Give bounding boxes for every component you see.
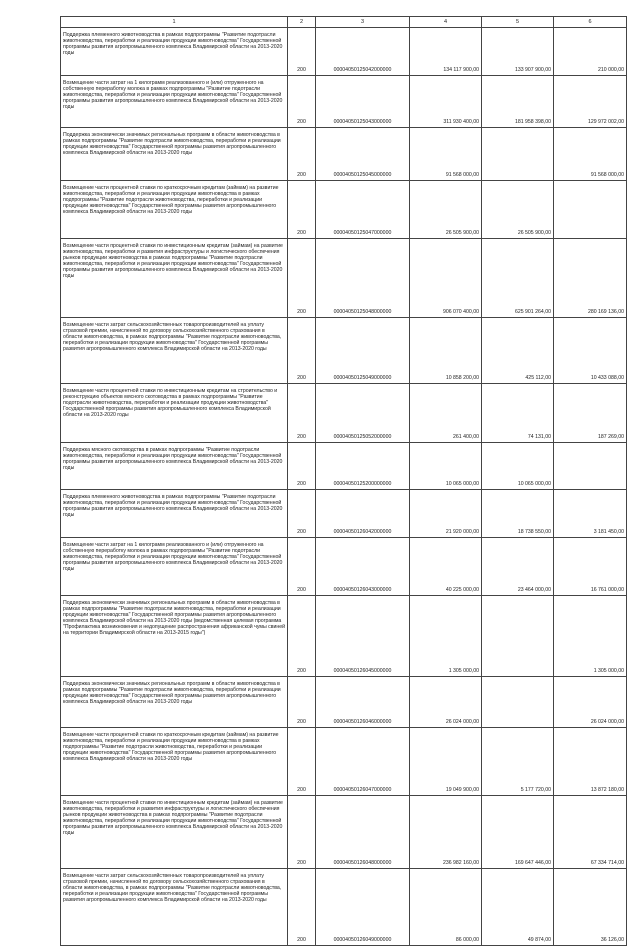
row-code: 00004050126048000000	[316, 796, 410, 869]
row-amount-regional: 13 872 180,00	[554, 728, 627, 796]
row-kvr: 200	[288, 181, 316, 239]
table-row	[61, 490, 627, 538]
row-code: 00004050125200000000	[316, 443, 410, 490]
budget-table-page	[60, 16, 626, 946]
table-row	[61, 76, 627, 128]
row-kvr: 200	[288, 239, 316, 318]
row-description: Возмещение части затрат сельскохозяйственных товаропроизводителей на уплату страховой премии, начисленной по договору сельскохозяйственного страхования в области животноводства, в рамках подпрограммы "Развитие подотрасли животноводства, переработки и реализации продукции животноводства" Государственной программы развития агропромышленного комплекса Владимирской области на 2013-2020 годы	[61, 869, 288, 946]
row-code: 00004050125043000000	[316, 76, 410, 128]
row-amount-regional: 280 169 136,00	[554, 239, 627, 318]
row-kvr: 200	[288, 538, 316, 596]
row-amount-federal: 169 647 446,00	[482, 796, 554, 869]
row-description: Поддержка мясного скотоводства в рамках подпрограммы "Развитие подотрасли животноводства, переработки и реализации продукции животноводства" Государственной программы развития агропромышленного комплекса Владимирской области на 2013-2020 годы	[61, 443, 288, 490]
row-amount-total: 26 505 900,00	[410, 181, 482, 239]
row-amount-regional: 210 000,00	[554, 28, 627, 76]
row-amount-regional: 187 269,00	[554, 384, 627, 443]
row-kvr: 200	[288, 677, 316, 728]
row-description: Поддержка племенного животноводства в рамках подпрограммы "Развитие подотрасли животноводства, переработки и реализации продукции животноводства" Государственной программы развития агропромышленного комплекса Владимирской области на 2013-2020 годы	[61, 28, 288, 76]
row-amount-total: 26 024 000,00	[410, 677, 482, 728]
row-amount-federal: 625 901 264,00	[482, 239, 554, 318]
row-amount-total: 10 065 000,00	[410, 443, 482, 490]
row-amount-regional: 129 972 002,00	[554, 76, 627, 128]
row-amount-regional: 26 024 000,00	[554, 677, 627, 728]
header-col-2: 2	[288, 17, 316, 28]
row-amount-federal: 5 177 720,00	[482, 728, 554, 796]
row-kvr: 200	[288, 596, 316, 677]
row-amount-regional: 67 334 714,00	[554, 796, 627, 869]
row-amount-regional: 1 305 000,00	[554, 596, 627, 677]
row-code: 00004050125042000000	[316, 28, 410, 76]
row-description: Возмещение части процентной ставки по инвестиционным кредитам на строительство и реконструкцию объектов мясного скотоводства в рамках подпрограммы "Развитие подотрасли животноводства, переработки и реализации продукции животноводства" Государственной программы развития агропромышленного комплекса Владимирской области на 2013-2020 годы	[61, 384, 288, 443]
table-row	[61, 596, 627, 677]
table-row	[61, 318, 627, 384]
row-amount-total: 236 982 160,00	[410, 796, 482, 869]
row-amount-federal: 23 464 000,00	[482, 538, 554, 596]
row-code: 00004050126043000000	[316, 538, 410, 596]
row-description: Возмещение части процентной ставки по краткосрочным кредитам (займам) на развитие животноводства, переработки и реализации продукции животноводства в рамках подпрограммы "Развитие подотрасли животноводства, переработки и реализации продукции животноводства" Государственной программы развития агропромышленного комплекса Владимирской области на 2013-2020 годы	[61, 181, 288, 239]
header-col-5: 5	[482, 17, 554, 28]
table-row	[61, 869, 627, 946]
row-amount-total: 1 305 000,00	[410, 596, 482, 677]
row-kvr: 200	[288, 384, 316, 443]
row-amount-federal: 49 874,00	[482, 869, 554, 946]
row-amount-federal	[482, 677, 554, 728]
table-row	[61, 677, 627, 728]
table-row	[61, 181, 627, 239]
row-amount-total: 906 070 400,00	[410, 239, 482, 318]
header-col-4: 4	[410, 17, 482, 28]
row-code: 00004050125047000000	[316, 181, 410, 239]
row-code: 00004050125052000000	[316, 384, 410, 443]
header-col-3: 3	[316, 17, 410, 28]
row-amount-federal	[482, 596, 554, 677]
row-kvr: 200	[288, 869, 316, 946]
row-kvr: 200	[288, 28, 316, 76]
table-row	[61, 239, 627, 318]
row-amount-total: 21 920 000,00	[410, 490, 482, 538]
row-amount-total: 311 930 400,00	[410, 76, 482, 128]
table-row	[61, 128, 627, 181]
row-amount-total: 261 400,00	[410, 384, 482, 443]
row-kvr: 200	[288, 443, 316, 490]
row-amount-regional: 16 761 000,00	[554, 538, 627, 596]
row-amount-federal	[482, 128, 554, 181]
row-amount-total: 40 225 000,00	[410, 538, 482, 596]
table-row	[61, 728, 627, 796]
row-code: 00004050125045000000	[316, 128, 410, 181]
row-kvr: 200	[288, 318, 316, 384]
row-code: 00004050126042000000	[316, 490, 410, 538]
row-description: Возмещение части затрат сельскохозяйственных товаропроизводителей на уплату страховой премии, начисленной по договору сельскохозяйственного страхования в области животноводства, в рамках подпрограммы "Развитие подотрасли животноводства, переработки и реализации продукции животноводства" Государственной программы развития агропромышленного комплекса Владимирской области на 2013-2020 годы	[61, 318, 288, 384]
row-amount-regional: 91 568 000,00	[554, 128, 627, 181]
table-row	[61, 796, 627, 869]
row-amount-federal: 133 907 900,00	[482, 28, 554, 76]
row-description: Поддержка экономически значимых региональных программ в области животноводства в рамках подпрограммы "Развитие подотрасли животноводства, переработки и реализации продукции животноводства" Государственной программы развития агропромышленного комплекса Владимирской области на 2013-2020 годы	[61, 128, 288, 181]
table-row	[61, 28, 627, 76]
row-amount-federal: 18 738 550,00	[482, 490, 554, 538]
row-code: 00004050126046000000	[316, 677, 410, 728]
table-row	[61, 443, 627, 490]
row-code: 00004050126047000000	[316, 728, 410, 796]
row-amount-total: 19 049 900,00	[410, 728, 482, 796]
row-description: Возмещение части процентной ставки по инвестиционным кредитам (займам) на развитие животноводства, переработки и развития инфраструктуры и логистического обеспечения рынков продукции животноводства в рамках подпрограммы "Развитие подотрасли животноводства, переработки и реализации продукции животноводства" Государственной программы развития агропромышленного комплекса Владимирской области на 2013-2020 годы	[61, 796, 288, 869]
row-amount-regional: 36 126,00	[554, 869, 627, 946]
header-col-6: 6	[554, 17, 627, 28]
table-row	[61, 384, 627, 443]
row-code: 00004050126045000000	[316, 596, 410, 677]
row-amount-regional	[554, 443, 627, 490]
row-kvr: 200	[288, 76, 316, 128]
row-kvr: 200	[288, 728, 316, 796]
row-amount-total: 10 858 200,00	[410, 318, 482, 384]
row-amount-regional: 3 181 450,00	[554, 490, 627, 538]
row-code: 00004050126049000000	[316, 869, 410, 946]
row-description: Поддержка экономически значимых региональных программ в области животноводства в рамках подпрограммы "Развитие подотрасли животноводства, переработки и реализации продукции животноводства" Государственной программы развития агропромышленного комплекса Владимирской области на 2013-2020 годы	[61, 677, 288, 728]
row-description: Возмещение части процентной ставки по инвестиционным кредитам (займам) на развитие животноводства, переработки и развития инфраструктуры и логистического обеспечения рынков продукции животноводства в рамках подпрограммы "Развитие подотрасли животноводства, переработки и реализации продукции животноводства" Государственной программы развития агропромышленного комплекса Владимирской области на 2013-2020 годы	[61, 239, 288, 318]
row-amount-federal: 26 505 900,00	[482, 181, 554, 239]
row-amount-regional	[554, 181, 627, 239]
budget-table	[60, 16, 627, 946]
table-row	[61, 538, 627, 596]
row-amount-total: 86 000,00	[410, 869, 482, 946]
row-description: Возмещение части процентной ставки по краткосрочным кредитам (займам) на развитие животноводства, переработки и реализации продукции животноводства в рамках подпрограммы "Развитие подотрасли животноводства, переработки и реализации продукции животноводства" Государственной программы развития агропромышленного комплекса Владимирской области на 2013-2020 годы	[61, 728, 288, 796]
header-col-1: 1	[61, 17, 288, 28]
row-amount-total: 91 568 000,00	[410, 128, 482, 181]
row-description: Возмещение части затрат на 1 килограмм реализованного и (или) отгруженного на собственную переработку молока в рамках подпрограммы "Развитие подотрасли животноводства, переработки и реализации продукции животноводства" Государственной программы развития агропромышленного комплекса Владимирской области на 2013-2020 годы	[61, 538, 288, 596]
row-amount-federal: 181 958 398,00	[482, 76, 554, 128]
row-description: Поддержка экономически значимых региональных программ в области животноводства в рамках подпрограммы "Развитие подотрасли животноводства, переработки и реализации продукции животноводства" Государственной программы развития агропромышленного комплекса Владимирской области на 2013-2020 годы (ведомственная целевая программа "Профилактика возникновения и недопущение распространения африканской чумы свиней на территории Владимирской области на 2013-2015 годы")	[61, 596, 288, 677]
row-kvr: 200	[288, 796, 316, 869]
row-description: Возмещение части затрат на 1 килограмм реализованного и (или) отгруженного на собственную переработку молока в рамках подпрограммы "Развитие подотрасли животноводства, переработки и реализации продукции животноводства" Государственной программы развития агропромышленного комплекса Владимирской области на 2013-2020 годы	[61, 76, 288, 128]
table-header-row	[61, 17, 627, 28]
row-amount-federal: 425 112,00	[482, 318, 554, 384]
row-amount-federal: 10 065 000,00	[482, 443, 554, 490]
row-kvr: 200	[288, 128, 316, 181]
row-code: 00004050125049000000	[316, 318, 410, 384]
row-description: Поддержка племенного животноводства в рамках подпрограммы "Развитие подотрасли животноводства, переработки и реализации продукции животноводства" Государственной программы развития агропромышленного комплекса Владимирской области на 2013-2020 годы	[61, 490, 288, 538]
row-amount-total: 134 117 900,00	[410, 28, 482, 76]
row-amount-regional: 10 433 088,00	[554, 318, 627, 384]
row-code: 00004050125048000000	[316, 239, 410, 318]
row-kvr: 200	[288, 490, 316, 538]
row-amount-federal: 74 131,00	[482, 384, 554, 443]
